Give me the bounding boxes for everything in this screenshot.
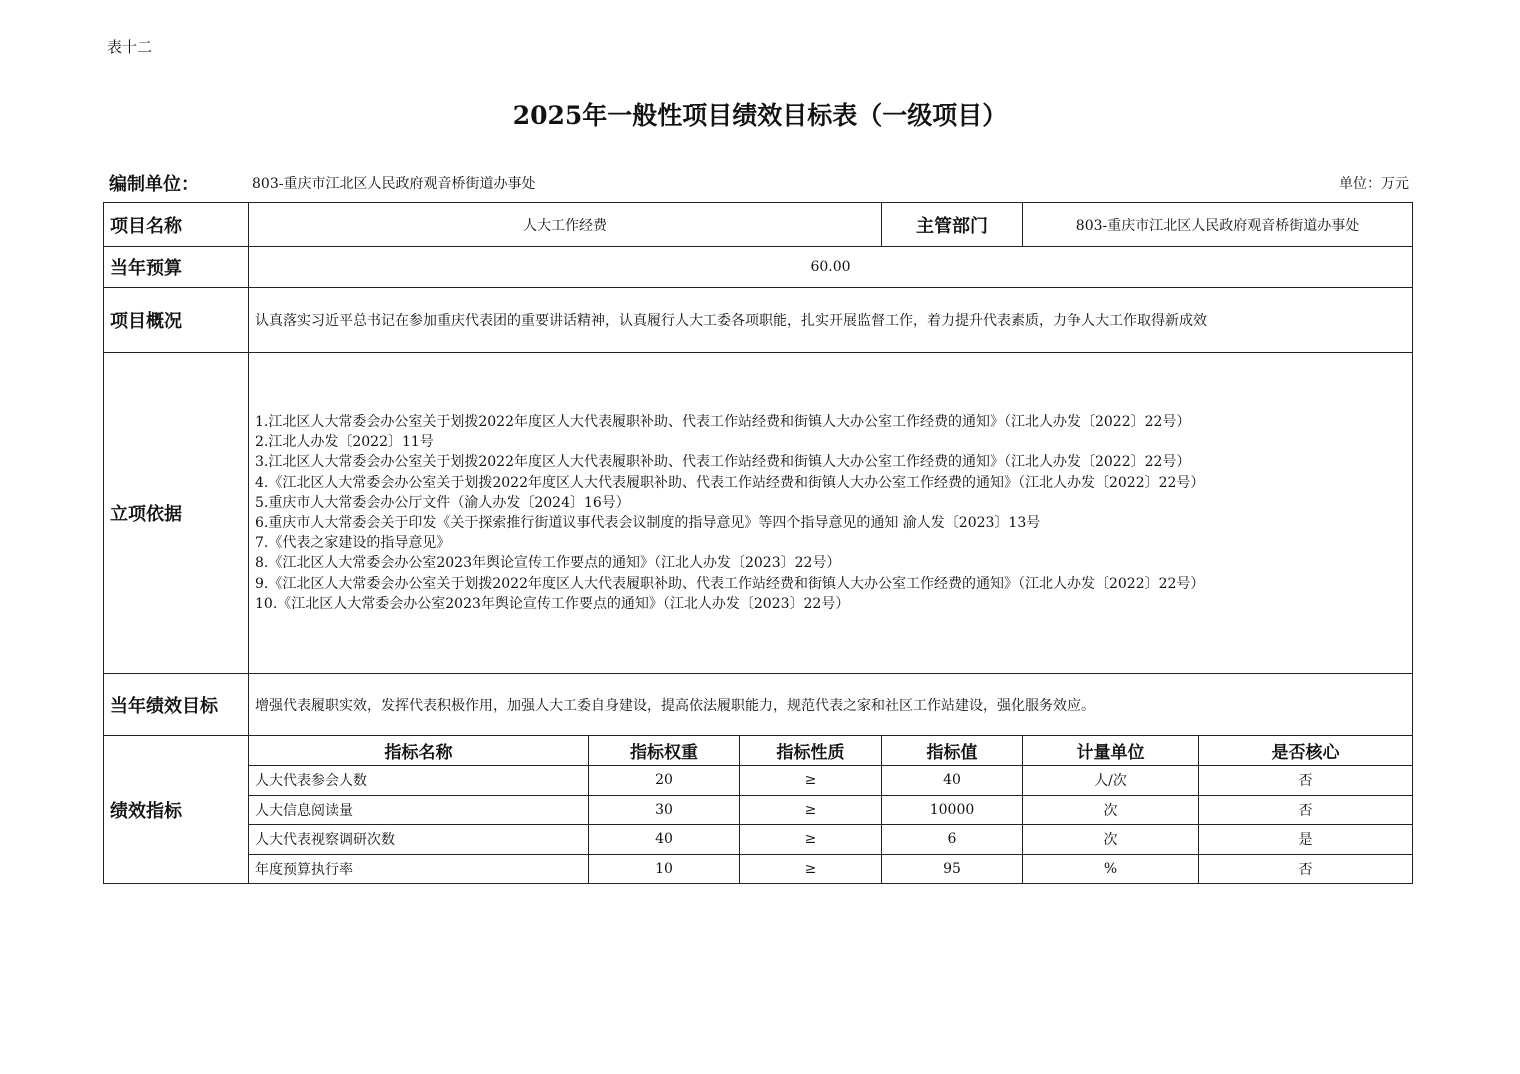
table-row [104, 766, 1413, 796]
budget-value: 60.00 [249, 247, 1413, 288]
indicator-core: 否 [1199, 854, 1413, 884]
table-number: 表十二 [107, 38, 153, 56]
header-unit: 计量单位 [1023, 736, 1199, 766]
indicator-value: 6 [882, 825, 1023, 855]
basis-item: 1.江北区人大常委会办公室关于划拨2022年度区人大代表履职补助、代表工作站经费和街镇人大办公室工作经费的通知》（江北人办发〔2022〕22号） [255, 413, 1191, 430]
basis-item: 7.《代表之家建设的指导意见》 [255, 535, 451, 552]
indicator-core: 否 [1199, 795, 1413, 825]
basis-label: 立项依据 [104, 353, 249, 674]
overview-label: 项目概况 [104, 288, 249, 353]
project-name-label: 项目名称 [104, 203, 249, 247]
table-row [104, 854, 1413, 884]
org-label: 编制单位： [109, 174, 199, 195]
indicator-value: 40 [882, 766, 1023, 796]
basis-item: 2.江北人办发〔2022〕11号 [255, 434, 434, 451]
project-name-value: 人大工作经费 [249, 203, 882, 247]
indicator-nature: ≥ [740, 795, 882, 825]
indicator-unit: % [1023, 854, 1199, 884]
indicator-value: 10000 [882, 795, 1023, 825]
header-core: 是否核心 [1199, 736, 1413, 766]
table-row [104, 795, 1413, 825]
indicator-header-row [104, 736, 1413, 766]
indicator-weight: 10 [589, 854, 740, 884]
header-nature: 指标性质 [740, 736, 882, 766]
indicator-name: 人大信息阅读量 [249, 795, 589, 825]
goal-value: 增强代表履职实效，发挥代表积极作用，加强人大工委自身建设，提高依法履职能力，规范代表之家和社区工作站建设，强化服务效应。 [249, 674, 1413, 736]
basis-row [104, 353, 1413, 674]
indicator-nature: ≥ [740, 825, 882, 855]
basis-item: 8.《江北区人大常委会办公室2023年舆论宣传工作要点的通知》（江北人办发〔2023〕22号） [255, 555, 841, 572]
org-value: 803-重庆市江北区人民政府观音桥街道办事处 [252, 176, 536, 192]
budget-label: 当年预算 [104, 247, 249, 288]
basis-list [255, 412, 1406, 614]
project-name-row [104, 203, 1413, 247]
goal-row [104, 674, 1413, 736]
indicator-weight: 20 [589, 766, 740, 796]
basis-item: 10.《江北区人大常委会办公室2023年舆论宣传工作要点的通知》（江北人办发〔2023〕22号） [255, 595, 850, 612]
dept-label: 主管部门 [882, 203, 1023, 247]
goal-label: 当年绩效目标 [104, 674, 249, 736]
basis-cell [249, 353, 1413, 674]
indicator-name: 人大代表参会人数 [249, 766, 589, 796]
dept-value: 803-重庆市江北区人民政府观音桥街道办事处 [1023, 203, 1413, 247]
indicator-core: 否 [1199, 766, 1413, 796]
indicator-weight: 30 [589, 795, 740, 825]
table-row [104, 825, 1413, 855]
indicator-unit: 次 [1023, 795, 1199, 825]
indicator-value: 95 [882, 854, 1023, 884]
indicator-name: 人大代表视察调研次数 [249, 825, 589, 855]
unit-label: 单位：万元 [1339, 176, 1409, 192]
basis-item: 3.江北区人大常委会办公室关于划拨2022年度区人大代表履职补助、代表工作站经费和街镇人大办公室工作经费的通知》（江北人办发〔2022〕22号） [255, 454, 1191, 471]
page-title: 2025年一般性项目绩效目标表（一级项目） [512, 101, 1008, 130]
basis-item: 5.重庆市人大常委会办公厅文件（渝人办发〔2024〕16号） [255, 494, 630, 511]
basis-item: 9.《江北区人大常委会办公室关于划拨2022年度区人大代表履职补助、代表工作站经费和街镇人大办公室工作经费的通知》（江北人办发〔2022〕22号） [255, 575, 1205, 592]
indicator-nature: ≥ [740, 766, 882, 796]
overview-value: 认真落实习近平总书记在参加重庆代表团的重要讲话精神，认真履行人大工委各项职能，扎实开展监督工作，着力提升代表素质，力争人大工作取得新成效 [249, 288, 1413, 353]
indicator-nature: ≥ [740, 854, 882, 884]
basis-item: 4.《江北区人大常委会办公室关于划拨2022年度区人大代表履职补助、代表工作站经费和街镇人大办公室工作经费的通知》（江北人办发〔2022〕22号） [255, 474, 1205, 491]
header-indicator-name: 指标名称 [249, 736, 589, 766]
indicator-weight: 40 [589, 825, 740, 855]
indicator-label: 绩效指标 [104, 736, 249, 884]
performance-table [103, 202, 1413, 884]
indicator-core: 是 [1199, 825, 1413, 855]
indicator-name: 年度预算执行率 [249, 854, 589, 884]
header-value: 指标值 [882, 736, 1023, 766]
overview-row [104, 288, 1413, 353]
indicator-unit: 次 [1023, 825, 1199, 855]
indicator-unit: 人/次 [1023, 766, 1199, 796]
basis-item: 6.重庆市人大常委会关于印发《关于探索推行街道议事代表会议制度的指导意见》等四个指导意见的通知 渝人发〔2023〕13号 [255, 515, 1041, 531]
header-weight: 指标权重 [589, 736, 740, 766]
budget-row [104, 247, 1413, 288]
